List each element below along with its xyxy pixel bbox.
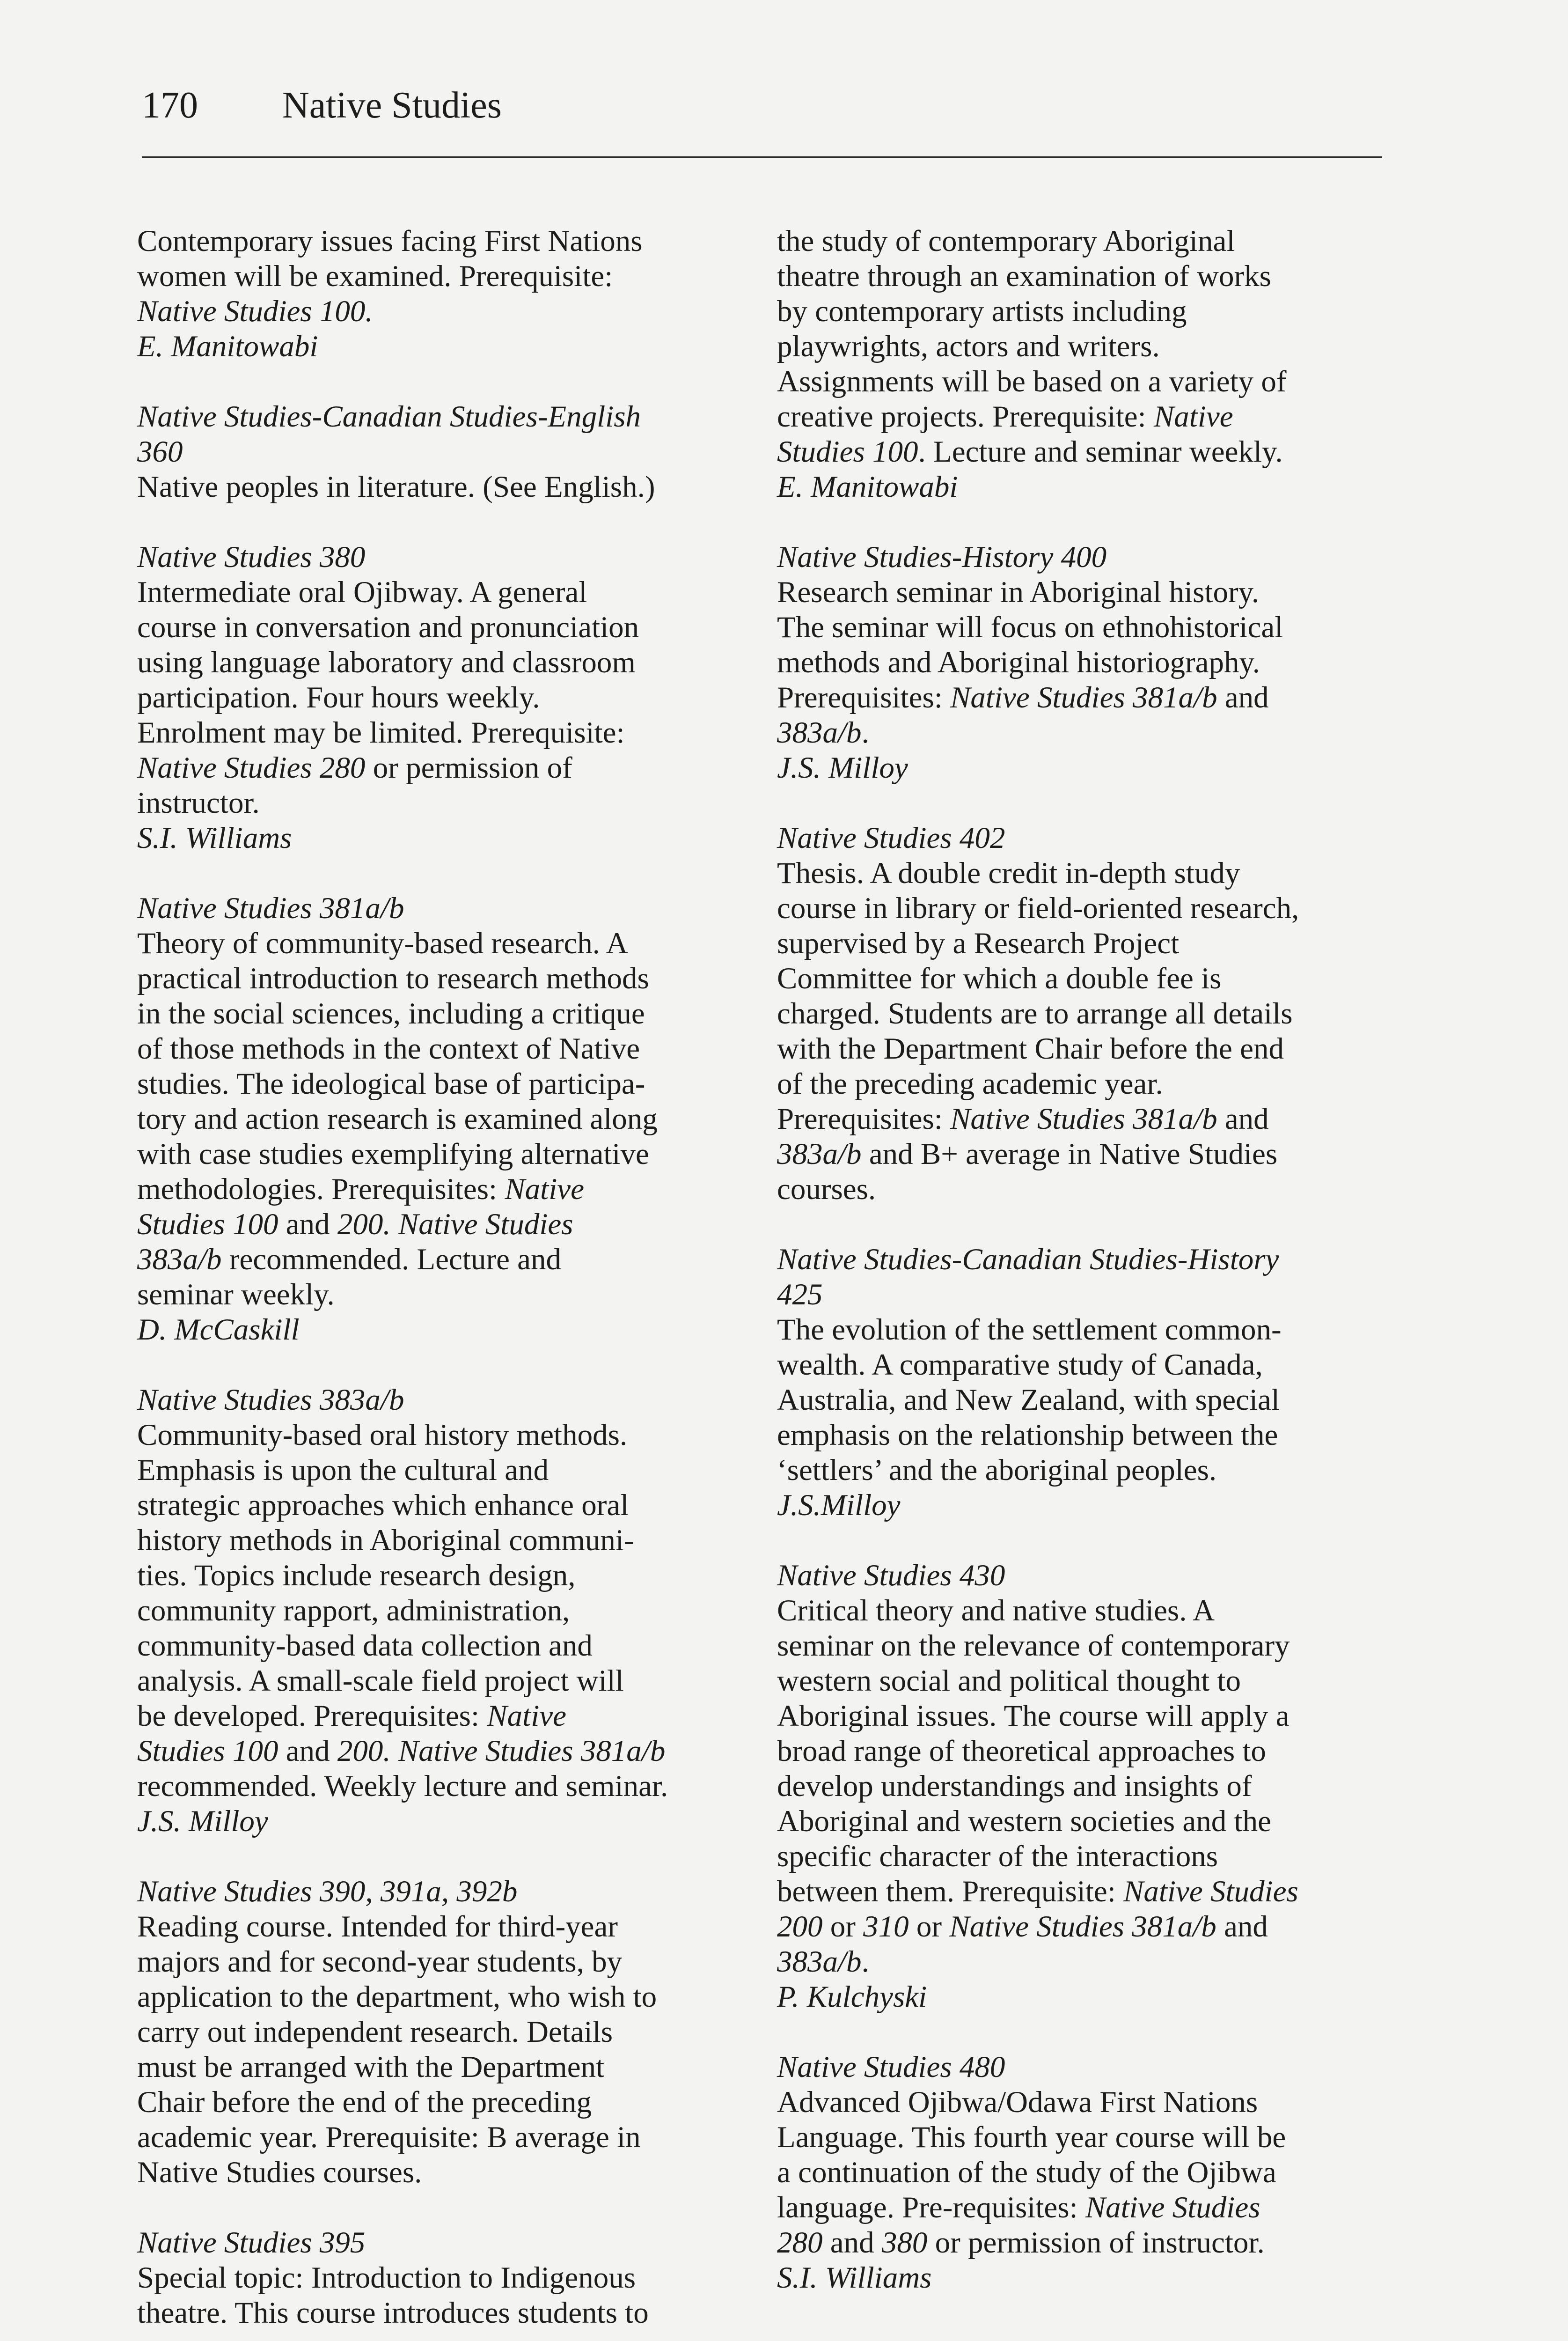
- course-entry: [137, 891, 736, 1347]
- italic-text: J.S.Milloy: [777, 1488, 901, 1522]
- italic-text: 383a/b: [137, 1243, 222, 1276]
- italic-text: P. Kulchyski: [777, 1980, 927, 2014]
- italic-text: 383a/b: [777, 1137, 862, 1171]
- text-segment: analysis. A small-scale field project will: [137, 1664, 624, 1698]
- text-line: [137, 1488, 736, 1523]
- text-segment: Committee for which a double fee is: [777, 962, 1222, 995]
- text-segment: and: [278, 1734, 337, 1768]
- text-line: [777, 259, 1376, 294]
- text-line: [137, 926, 736, 961]
- text-line: [137, 399, 736, 434]
- page-header: [142, 80, 1382, 131]
- text-line: [137, 1067, 736, 1102]
- text-line: [777, 2260, 1376, 2296]
- text-line: [137, 2015, 736, 2050]
- text-line: [777, 294, 1376, 329]
- text-segment: Research seminar in Aboriginal history.: [777, 575, 1260, 609]
- text-line: [777, 961, 1376, 996]
- text-segment: western social and political thought to: [777, 1664, 1241, 1698]
- text-line: [137, 1207, 736, 1242]
- text-segment: ‘settlers’ and the aboriginal peoples.: [777, 1453, 1217, 1487]
- text-line: [777, 329, 1376, 364]
- text-segment: with the Department Chair before the end: [777, 1032, 1284, 1066]
- text-segment: and: [1216, 1910, 1268, 1943]
- italic-text: Native Studies 383a/b: [137, 1383, 404, 1417]
- italic-text: Native Studies 430: [777, 1559, 1005, 1592]
- text-line: [137, 1312, 736, 1347]
- text-line: [137, 1593, 736, 1628]
- text-line: [777, 470, 1376, 505]
- course-entry: [137, 2225, 736, 2331]
- text-line: [137, 1909, 736, 1944]
- course-entry: [777, 1242, 1376, 1523]
- italic-text: E. Manitowabi: [137, 330, 318, 363]
- text-line: [137, 1944, 736, 1980]
- text-segment: community rapport, administration,: [137, 1594, 570, 1627]
- text-line: [137, 1874, 736, 1909]
- italic-text: Native Studies 380: [137, 540, 366, 574]
- text-segment: Prerequisites:: [777, 681, 951, 714]
- italic-text: Native Studies 395: [137, 2226, 366, 2260]
- text-line: [137, 751, 736, 786]
- text-segment: Advanced Ojibwa/Odawa First Nations: [777, 2085, 1258, 2119]
- text-line: [777, 1839, 1376, 1874]
- text-segment: academic year. Prerequisite: B average in: [137, 2120, 641, 2154]
- text-line: [777, 1664, 1376, 1699]
- text-line: [137, 1664, 736, 1699]
- italic-text: Native Studies 381a/b: [950, 1102, 1217, 1136]
- text-segment: instructor.: [137, 786, 260, 820]
- course-entry: [777, 224, 1376, 505]
- text-segment: Aboriginal issues. The course will apply a: [777, 1699, 1290, 1733]
- text-line: [777, 1944, 1376, 1980]
- text-line: [137, 224, 736, 259]
- italic-text: Native: [1153, 400, 1233, 434]
- text-segment: Intermediate oral Ojibway. A general: [137, 575, 587, 609]
- text-line: [137, 1699, 736, 1734]
- italic-text: 200. Native Studies: [337, 1207, 573, 1241]
- text-segment: . Lecture and seminar weekly.: [918, 435, 1283, 469]
- text-segment: Thesis. A double credit in-depth study: [777, 856, 1240, 890]
- text-segment: theatre through an examination of works: [777, 259, 1271, 293]
- text-segment: Enrolment may be limited. Prerequisite:: [137, 716, 625, 750]
- text-segment: Aboriginal and western societies and the: [777, 1804, 1271, 1838]
- text-segment: Community-based oral history methods.: [137, 1418, 628, 1452]
- course-entry: [137, 399, 736, 505]
- italic-text: Native Studies 381a/b: [137, 891, 404, 925]
- course-entry: [137, 1383, 736, 1839]
- text-line: [777, 1909, 1376, 1944]
- text-line: [777, 1593, 1376, 1628]
- text-line: [777, 1242, 1376, 1277]
- text-line: [137, 2155, 736, 2190]
- text-line: [777, 540, 1376, 575]
- text-line: [137, 680, 736, 715]
- text-segment: majors and for second-year students, by: [137, 1945, 623, 1979]
- text-line: [777, 751, 1376, 786]
- text-line: [777, 891, 1376, 926]
- italic-text: J.S. Milloy: [137, 1804, 268, 1838]
- text-segment: and: [1217, 1102, 1269, 1136]
- text-segment: participation. Four hours weekly.: [137, 681, 540, 714]
- text-segment: Native Studies courses.: [137, 2156, 422, 2189]
- italic-text: Native Studies: [1123, 1875, 1298, 1908]
- text-line: [137, 1558, 736, 1593]
- text-line: [137, 1031, 736, 1067]
- text-segment: between them. Prerequisite:: [777, 1875, 1124, 1908]
- italic-text: Native Studies 381a/b: [950, 681, 1217, 714]
- text-segment: carry out independent research. Details: [137, 2015, 613, 2049]
- text-line: [777, 1488, 1376, 1523]
- italic-text: Studies 100: [777, 435, 918, 469]
- text-segment: practical introduction to research methods: [137, 962, 649, 995]
- text-segment: and: [1217, 681, 1269, 714]
- text-segment: or: [822, 1910, 864, 1943]
- italic-text: 280: [777, 2226, 823, 2260]
- text-line: [777, 2225, 1376, 2260]
- italic-text: Native Studies 381a/b: [949, 1910, 1216, 1943]
- text-segment: language. Pre-requisites:: [777, 2191, 1085, 2224]
- text-segment: Critical theory and native studies. A: [777, 1594, 1215, 1627]
- text-line: [137, 1804, 736, 1839]
- italic-text: Native Studies 480: [777, 2050, 1005, 2084]
- text-line: [137, 2085, 736, 2120]
- text-segment: tory and action research is examined along: [137, 1102, 658, 1136]
- italic-text: 383a/b: [777, 716, 862, 750]
- text-segment: wealth. A comparative study of Canada,: [777, 1348, 1263, 1382]
- text-line: [137, 1453, 736, 1488]
- course-entry: [137, 540, 736, 856]
- text-segment: courses.: [777, 1172, 876, 1206]
- text-segment: Language. This fourth year course will be: [777, 2120, 1286, 2154]
- text-line: [137, 1137, 736, 1172]
- text-segment: Contemporary issues facing First Nations: [137, 224, 643, 258]
- text-segment: The evolution of the settlement common-: [777, 1313, 1282, 1347]
- text-segment: studies. The ideological base of participa-: [137, 1067, 645, 1101]
- text-line: [777, 1031, 1376, 1067]
- italic-text: 360: [137, 435, 183, 469]
- italic-text: Native Studies 390, 391a, 392b: [137, 1875, 518, 1908]
- italic-text: Native Studies-Canadian Studies-English: [137, 400, 641, 434]
- text-line: [777, 1172, 1376, 1207]
- text-segment: develop understandings and insights of: [777, 1769, 1252, 1803]
- text-line: [137, 1523, 736, 1558]
- text-line: [777, 1558, 1376, 1593]
- italic-text: Native Studies 100.: [137, 294, 373, 328]
- text-segment: course in library or field-oriented research,: [777, 891, 1299, 925]
- text-segment: or: [909, 1910, 950, 1943]
- text-segment: the study of contemporary Aboriginal: [777, 224, 1235, 258]
- text-line: [137, 715, 736, 751]
- text-segment: of the preceding academic year.: [777, 1067, 1163, 1101]
- text-segment: women will be examined. Prerequisite:: [137, 259, 613, 293]
- text-line: [777, 680, 1376, 715]
- text-line: [137, 786, 736, 821]
- text-line: [777, 2190, 1376, 2225]
- text-segment: The seminar will focus on ethnohistorical: [777, 611, 1283, 644]
- text-segment: methodologies. Prerequisites:: [137, 1172, 505, 1206]
- text-line: [137, 1418, 736, 1453]
- italic-text: 425: [777, 1278, 823, 1311]
- text-segment: .: [861, 716, 869, 750]
- italic-text: 200: [777, 1910, 823, 1943]
- text-line: [777, 1137, 1376, 1172]
- text-segment: a continuation of the study of the Ojibwa: [777, 2156, 1276, 2189]
- text-segment: Prerequisites:: [777, 1102, 951, 1136]
- italic-text: Studies 100: [137, 1207, 278, 1241]
- text-segment: Assignments will be based on a variety of: [777, 365, 1287, 398]
- text-segment: creative projects. Prerequisite:: [777, 400, 1154, 434]
- text-segment: or permission of instructor.: [927, 2226, 1265, 2260]
- text-segment: Emphasis is upon the cultural and: [137, 1453, 549, 1487]
- text-line: [777, 1102, 1376, 1137]
- course-entry: [137, 224, 736, 364]
- text-line: [777, 2120, 1376, 2155]
- text-segment: community-based data collection and: [137, 1629, 593, 1663]
- italic-text: J.S. Milloy: [777, 751, 908, 785]
- text-line: [137, 329, 736, 364]
- italic-text: D. McCaskill: [137, 1313, 300, 1347]
- page-number: 170: [142, 85, 198, 126]
- italic-text: 380: [881, 2226, 928, 2260]
- course-entry: [137, 1874, 736, 2190]
- italic-text: S.I. Williams: [137, 821, 292, 855]
- text-segment: Reading course. Intended for third-year: [137, 1910, 618, 1943]
- text-segment: specific character of the interactions: [777, 1840, 1218, 1873]
- italic-text: Native: [505, 1172, 584, 1206]
- course-entry: [777, 2050, 1376, 2296]
- text-line: [777, 2085, 1376, 2120]
- text-line: [137, 610, 736, 645]
- text-line: [137, 821, 736, 856]
- text-line: [777, 1312, 1376, 1347]
- text-segment: or permission of: [365, 751, 572, 785]
- text-segment: .: [861, 1945, 869, 1979]
- text-line: [137, 1734, 736, 1769]
- text-line: [777, 1628, 1376, 1664]
- text-segment: ties. Topics include research design,: [137, 1559, 576, 1592]
- text-line: [777, 1980, 1376, 2015]
- running-title: Native Studies: [282, 85, 502, 126]
- italic-text: Native Studies: [1085, 2191, 1260, 2224]
- text-segment: Chair before the end of the preceding: [137, 2085, 592, 2119]
- text-segment: strategic approaches which enhance oral: [137, 1488, 629, 1522]
- right-column: [777, 224, 1376, 2331]
- text-segment: course in conversation and pronunciation: [137, 611, 639, 644]
- course-entry: [777, 821, 1376, 1207]
- text-segment: and: [278, 1207, 337, 1241]
- text-line: [777, 1874, 1376, 1909]
- text-line: [777, 2050, 1376, 2085]
- italic-text: Studies 100: [137, 1734, 278, 1768]
- text-line: [137, 1277, 736, 1312]
- text-line: [137, 2120, 736, 2155]
- text-line: [137, 540, 736, 575]
- text-line: [137, 961, 736, 996]
- text-line: [137, 1242, 736, 1277]
- text-line: [777, 856, 1376, 891]
- text-segment: must be arranged with the Department: [137, 2050, 605, 2084]
- text-line: [137, 1102, 736, 1137]
- text-segment: Native peoples in literature. (See English.): [137, 470, 655, 504]
- text-segment: Theory of community-based research. A: [137, 927, 628, 960]
- text-line: [137, 1769, 736, 1804]
- text-line: [137, 259, 736, 294]
- text-segment: and B+ average in Native Studies: [861, 1137, 1278, 1171]
- text-line: [777, 1418, 1376, 1453]
- text-line: [777, 1734, 1376, 1769]
- text-segment: application to the department, who wish to: [137, 1980, 657, 2014]
- text-line: [777, 715, 1376, 751]
- text-segment: Australia, and New Zealand, with special: [777, 1383, 1280, 1417]
- text-line: [137, 575, 736, 610]
- text-segment: be developed. Prerequisites:: [137, 1699, 487, 1733]
- text-segment: Special topic: Introduction to Indigenous: [137, 2261, 636, 2295]
- header-rule: [142, 156, 1382, 158]
- text-line: [777, 1804, 1376, 1839]
- italic-text: Native: [487, 1699, 566, 1733]
- text-line: [777, 821, 1376, 856]
- text-line: [137, 1628, 736, 1664]
- text-segment: methods and Aboriginal historiography.: [777, 646, 1260, 679]
- course-entry: [777, 1558, 1376, 2015]
- text-segment: using language laboratory and classroom: [137, 646, 636, 679]
- text-segment: theatre. This course introduces students to: [137, 2296, 649, 2330]
- italic-text: Native Studies 280: [137, 751, 366, 785]
- text-line: [777, 1769, 1376, 1804]
- text-line: [137, 1172, 736, 1207]
- text-segment: in the social sciences, including a critique: [137, 997, 645, 1031]
- text-line: [137, 2260, 736, 2296]
- italic-text: Native Studies-Canadian Studies-History: [777, 1243, 1279, 1276]
- italic-text: S.I. Williams: [777, 2261, 932, 2295]
- text-segment: playwrights, actors and writers.: [777, 330, 1160, 363]
- text-segment: supervised by a Research Project: [777, 927, 1180, 960]
- italic-text: 383a/b: [777, 1945, 862, 1979]
- text-line: [777, 1347, 1376, 1383]
- text-line: [137, 2225, 736, 2260]
- text-line: [137, 891, 736, 926]
- text-line: [777, 610, 1376, 645]
- text-segment: seminar on the relevance of contemporary: [777, 1629, 1290, 1663]
- text-line: [777, 1067, 1376, 1102]
- text-segment: of those methods in the context of Native: [137, 1032, 640, 1066]
- italic-text: Native Studies 402: [777, 821, 1005, 855]
- text-line: [137, 434, 736, 470]
- text-segment: history methods in Aboriginal communi-: [137, 1524, 634, 1557]
- text-line: [777, 2155, 1376, 2190]
- text-segment: emphasis on the relationship between the: [777, 1418, 1278, 1452]
- italic-text: 310: [863, 1910, 909, 1943]
- text-segment: recommended. Weekly lecture and seminar.: [137, 1769, 668, 1803]
- text-line: [137, 1980, 736, 2015]
- text-line: [777, 364, 1376, 399]
- text-line: [777, 575, 1376, 610]
- text-line: [777, 996, 1376, 1031]
- text-line: [777, 1383, 1376, 1418]
- italic-text: E. Manitowabi: [777, 470, 958, 504]
- text-line: [137, 2050, 736, 2085]
- text-line: [137, 1383, 736, 1418]
- text-segment: broad range of theoretical approaches to: [777, 1734, 1266, 1768]
- text-line: [777, 926, 1376, 961]
- italic-text: Native Studies-History 400: [777, 540, 1107, 574]
- text-line: [137, 996, 736, 1031]
- text-line: [137, 470, 736, 505]
- course-entry: [777, 540, 1376, 786]
- text-line: [137, 645, 736, 680]
- text-line: [777, 1277, 1376, 1312]
- text-line: [137, 2296, 736, 2331]
- text-segment: seminar weekly.: [137, 1278, 335, 1311]
- text-line: [777, 434, 1376, 470]
- text-line: [137, 294, 736, 329]
- text-segment: charged. Students are to arrange all details: [777, 997, 1293, 1031]
- left-column: [137, 224, 736, 2341]
- text-line: [777, 645, 1376, 680]
- text-line: [777, 1699, 1376, 1734]
- italic-text: 200. Native Studies 381a/b: [337, 1734, 666, 1768]
- text-line: [777, 399, 1376, 434]
- text-line: [777, 1453, 1376, 1488]
- text-segment: with case studies exemplifying alternative: [137, 1137, 649, 1171]
- text-line: [777, 224, 1376, 259]
- text-segment: and: [822, 2226, 882, 2260]
- text-segment: recommended. Lecture and: [221, 1243, 562, 1276]
- text-segment: by contemporary artists including: [777, 294, 1187, 328]
